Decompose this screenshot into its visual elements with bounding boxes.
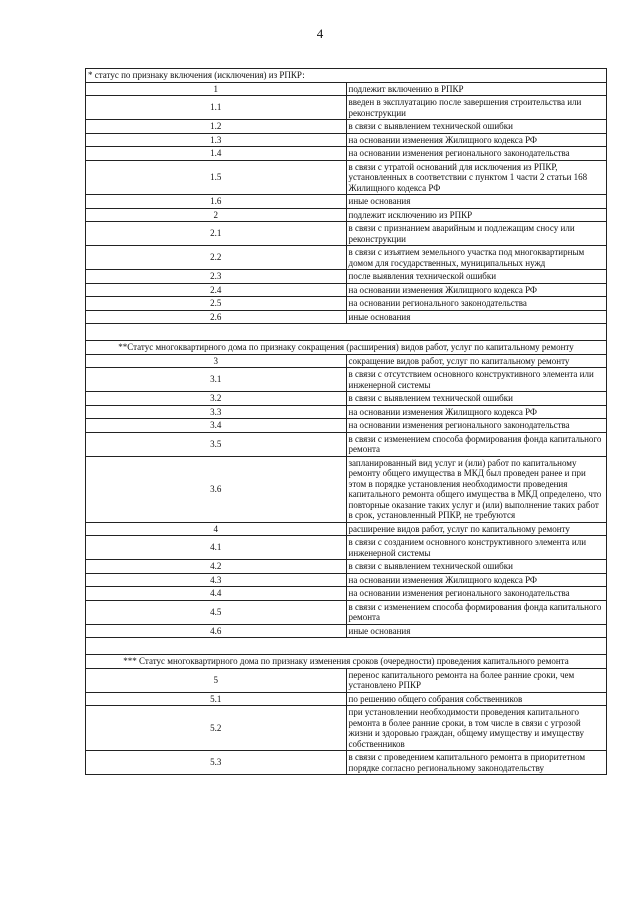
page-number: 4 — [316, 26, 324, 41]
row-description: в связи с отсутствием основного конструктивного элемента или инженерной системы — [346, 368, 607, 392]
table-row — [86, 82, 607, 96]
row-code: 4.4 — [86, 587, 347, 601]
row-code: 4.1 — [86, 536, 347, 560]
section-header-row — [86, 69, 607, 83]
row-description: в связи с изменением способа формирования фонда капитального ремонта — [346, 600, 607, 624]
row-description: по решению общего собрания собственников — [346, 692, 607, 706]
row-code: 1.5 — [86, 160, 347, 195]
table-row — [86, 600, 607, 624]
row-description: в связи с созданием основного конструктивного элемента или инженерной системы — [346, 536, 607, 560]
row-description: в связи с утратой оснований для исключения из РПКР, установленных в соответствии с пунктом 1 части 2 статьи 168 Жилищного кодекса РФ — [346, 160, 607, 195]
row-code: 3.2 — [86, 392, 347, 406]
row-description: на основании изменения регионального законодательства — [346, 587, 607, 601]
section-title: **Статус многоквартирного дома по признаку сокращения (расширения) видов работ, услуг по капитальному ремонту — [86, 341, 607, 355]
row-description: в связи с признанием аварийным и подлежащим сносу или реконструкции — [346, 222, 607, 246]
row-code: 2.1 — [86, 222, 347, 246]
row-description: сокращение видов работ, услуг по капитальному ремонту — [346, 354, 607, 368]
table-row — [86, 668, 607, 692]
row-code: 3.3 — [86, 405, 347, 419]
row-code: 1.6 — [86, 195, 347, 209]
row-code: 4.6 — [86, 624, 347, 638]
row-code: 5.1 — [86, 692, 347, 706]
table-row — [86, 456, 607, 522]
row-description: в связи с выявлением технической ошибки — [346, 560, 607, 574]
row-code: 2.3 — [86, 270, 347, 284]
row-description: подлежит исключению из РПКР — [346, 208, 607, 222]
table-row — [86, 222, 607, 246]
row-code: 3.6 — [86, 456, 347, 522]
row-description: на основании изменения регионального законодательства — [346, 147, 607, 161]
row-description: перенос капитального ремонта на более ранние сроки, чем установлено РПКР — [346, 668, 607, 692]
row-code: 3.1 — [86, 368, 347, 392]
row-description: на основании изменения Жилищного кодекса РФ — [346, 283, 607, 297]
section-title: *** Статус многоквартирного дома по признаку изменения сроков (очередности) проведения капитального ремонта — [86, 655, 607, 669]
row-code: 4.2 — [86, 560, 347, 574]
table-row — [86, 160, 607, 195]
row-code: 3 — [86, 354, 347, 368]
row-description: в связи с выявлением технической ошибки — [346, 120, 607, 134]
row-code: 2 — [86, 208, 347, 222]
row-code: 4.3 — [86, 573, 347, 587]
row-code: 2.5 — [86, 297, 347, 311]
section-header-row — [86, 341, 607, 355]
table-row — [86, 624, 607, 638]
row-description: в связи с изменением способа формирования фонда капитального ремонта — [346, 432, 607, 456]
table-row — [86, 573, 607, 587]
row-description: в связи с изъятием земельного участка под многоквартирным домом для государственных, муниципальных нужд — [346, 246, 607, 270]
status-table — [85, 68, 607, 775]
table-row — [86, 120, 607, 134]
row-code: 1.2 — [86, 120, 347, 134]
row-code: 2.6 — [86, 310, 347, 324]
row-code: 4 — [86, 522, 347, 536]
table-row — [86, 147, 607, 161]
section-title: * статус по признаку включения (исключения) из РПКР: — [86, 69, 607, 83]
row-description: иные основания — [346, 310, 607, 324]
table-row — [86, 432, 607, 456]
table-row — [86, 536, 607, 560]
blank-row — [86, 324, 607, 341]
table-row — [86, 310, 607, 324]
row-code: 5 — [86, 668, 347, 692]
row-description: при установлении необходимости проведения капитального ремонта в более ранние сроки, в том числе в связи с угрозой жизни и здоровью граждан, общему имуществу и имуществу собственников — [346, 706, 607, 751]
blank-row — [86, 638, 607, 655]
row-code: 2.2 — [86, 246, 347, 270]
table-row — [86, 368, 607, 392]
row-description: на основании изменения Жилищного кодекса РФ — [346, 133, 607, 147]
table-row — [86, 522, 607, 536]
row-code: 1.4 — [86, 147, 347, 161]
row-code: 5.2 — [86, 706, 347, 751]
table-row — [86, 692, 607, 706]
row-description: на основании изменения Жилищного кодекса РФ — [346, 573, 607, 587]
table-row — [86, 297, 607, 311]
row-description: в связи с выявлением технической ошибки — [346, 392, 607, 406]
blank-cell — [86, 324, 607, 341]
row-description: иные основания — [346, 195, 607, 209]
table-row — [86, 706, 607, 751]
table-row — [86, 208, 607, 222]
blank-cell — [86, 638, 607, 655]
row-description: расширение видов работ, услуг по капитальному ремонту — [346, 522, 607, 536]
row-description: введен в эксплуатацию после завершения строительства или реконструкции — [346, 96, 607, 120]
row-code: 1.1 — [86, 96, 347, 120]
table-row — [86, 270, 607, 284]
table-row — [86, 587, 607, 601]
row-description: на основании регионального законодательства — [346, 297, 607, 311]
row-description: на основании изменения регионального законодательства — [346, 419, 607, 433]
row-description: в связи с проведением капитального ремонта в приоритетном порядке согласно региональному законодательству — [346, 751, 607, 775]
status-table-body — [86, 69, 607, 775]
table-row — [86, 560, 607, 574]
row-code: 5.3 — [86, 751, 347, 775]
table-row — [86, 419, 607, 433]
table-row — [86, 354, 607, 368]
row-code: 1 — [86, 82, 347, 96]
row-description: после выявления технической ошибки — [346, 270, 607, 284]
row-code: 1.3 — [86, 133, 347, 147]
section-header-row — [86, 655, 607, 669]
row-code: 2.4 — [86, 283, 347, 297]
table-row — [86, 751, 607, 775]
row-description: подлежит включению в РПКР — [346, 82, 607, 96]
row-code: 4.5 — [86, 600, 347, 624]
row-code: 3.5 — [86, 432, 347, 456]
table-row — [86, 195, 607, 209]
table-row — [86, 392, 607, 406]
row-description: иные основания — [346, 624, 607, 638]
table-row — [86, 246, 607, 270]
row-description: запланированный вид услуг и (или) работ по капитальному ремонту общего имущества в МКД был проведен ранее и при этом в порядке установления необходимости проведения капитального ремонта общего имущества в МКД определено, что повторные оказание таких услуг и (или) выполнение таких работ в срок, установленный РПКР, не требуются — [346, 456, 607, 522]
row-code: 3.4 — [86, 419, 347, 433]
table-row — [86, 96, 607, 120]
table-row — [86, 133, 607, 147]
table-row — [86, 405, 607, 419]
table-row — [86, 283, 607, 297]
row-description: на основании изменения Жилищного кодекса РФ — [346, 405, 607, 419]
